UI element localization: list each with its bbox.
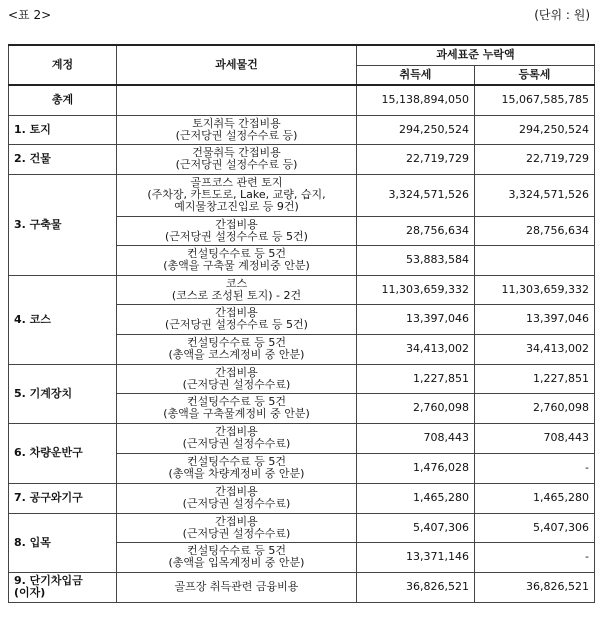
table-row-machine-1: [9, 364, 595, 393]
vehicle-acq-2: 1,476,028: [357, 453, 475, 483]
building-item: 건물취득 간접비용 (근저당권 설정수수료 등): [117, 144, 357, 174]
loan-acq: 36,826,521: [357, 572, 475, 602]
total-label: 총계: [9, 85, 117, 115]
total-item: [117, 85, 357, 115]
structure-label: 3. 구축물: [9, 174, 117, 275]
trees-label: 8. 입목: [9, 513, 117, 572]
machine-item-2: 컨설팅수수료 등 5건 (총액을 구축물계정비 중 안분): [117, 393, 357, 423]
machine-acq-1: 1,227,851: [357, 364, 475, 393]
total-acq: 15,138,894,050: [357, 85, 475, 115]
loan-item: 골프장 취득관련 금융비용: [117, 572, 357, 602]
structure-acq-2: 28,756,634: [357, 216, 475, 245]
table-number: <표 2>: [8, 8, 52, 22]
trees-reg-1: 5,407,306: [475, 513, 595, 542]
trees-item-1: 간접비용 (근저당권 설정수수료): [117, 513, 357, 542]
land-label: 1. 토지: [9, 115, 117, 144]
course-item-3: 컨설팅수수료 등 5건 (총액을 코스계정비 중 안분): [117, 334, 357, 364]
land-reg: 294,250,524: [475, 115, 595, 144]
course-acq-1: 11,303,659,332: [357, 275, 475, 304]
vehicle-acq-1: 708,443: [357, 423, 475, 453]
header-acq: 취득세: [357, 65, 475, 85]
structure-item-2: 간접비용 (근저당권 설정수수료 등 5건): [117, 216, 357, 245]
machine-reg-1: 1,227,851: [475, 364, 595, 393]
building-reg: 22,719,729: [475, 144, 595, 174]
course-acq-3: 34,413,002: [357, 334, 475, 364]
vehicle-reg-1: 708,443: [475, 423, 595, 453]
header-item: 과세물건: [117, 45, 357, 85]
vehicle-item-2: 컨설팅수수료 등 5건 (총액을 차량계정비 중 안분): [117, 453, 357, 483]
structure-item-1: 골프코스 관련 토지 (주차장, 카트도로, Lake, 교량, 습지, 예지물창고진입로 등 9건): [117, 174, 357, 216]
structure-reg-1: 3,324,571,526: [475, 174, 595, 216]
structure-reg-2: 28,756,634: [475, 216, 595, 245]
machine-item-1: 간접비용 (근저당권 설정수수료): [117, 364, 357, 393]
header-row: [9, 45, 595, 65]
structure-acq-1: 3,324,571,526: [357, 174, 475, 216]
course-item-1: 코스 (코스로 조성된 토지) - 2건: [117, 275, 357, 304]
course-label: 4. 코스: [9, 275, 117, 364]
structure-acq-3: 53,883,584: [357, 245, 475, 275]
trees-item-2: 컨설팅수수료 등 5건 (총액을 입목계정비 중 안분): [117, 542, 357, 572]
course-reg-2: 13,397,046: [475, 304, 595, 334]
header-reg: 등록세: [475, 65, 595, 85]
table-row-vehicle-1: [9, 423, 595, 453]
table-row-structure-1: [9, 174, 595, 216]
header-group: 과세표준 누락액: [357, 45, 595, 65]
trees-acq-1: 5,407,306: [357, 513, 475, 542]
building-label: 2. 건물: [9, 144, 117, 174]
course-item-2: 간접비용 (근저당권 설정수수료 등 5건): [117, 304, 357, 334]
table-row-building: [9, 144, 595, 174]
table-row-land: [9, 115, 595, 144]
table-caption-bar: [8, 6, 590, 24]
machine-acq-2: 2,760,098: [357, 393, 475, 423]
tax-base-table: [8, 44, 595, 603]
trees-acq-2: 13,371,146: [357, 542, 475, 572]
tools-label: 7. 공구와기구: [9, 483, 117, 513]
machine-label: 5. 기계장치: [9, 364, 117, 423]
structure-item-3: 컨설팅수수료 등 5건 (총액을 구축물 계정비중 안분): [117, 245, 357, 275]
vehicle-label: 6. 차량운반구: [9, 423, 117, 483]
tools-item: 간접비용 (근저당권 설정수수료): [117, 483, 357, 513]
tools-reg: 1,465,280: [475, 483, 595, 513]
structure-reg-3: [475, 245, 595, 275]
header-account: 계정: [9, 45, 117, 85]
land-acq: 294,250,524: [357, 115, 475, 144]
table-row-trees-1: [9, 513, 595, 542]
table-row-loan: [9, 572, 595, 602]
total-reg: 15,067,585,785: [475, 85, 595, 115]
course-reg-3: 34,413,002: [475, 334, 595, 364]
unit-label: (단위 : 원): [534, 8, 590, 22]
table-row-course-1: [9, 275, 595, 304]
vehicle-item-1: 간접비용 (근저당권 설정수수료): [117, 423, 357, 453]
vehicle-reg-2: -: [475, 453, 595, 483]
land-item: 토지취득 간접비용 (근저당권 설정수수료 등): [117, 115, 357, 144]
table-row-total: [9, 85, 595, 115]
tools-acq: 1,465,280: [357, 483, 475, 513]
loan-reg: 36,826,521: [475, 572, 595, 602]
table-row-tools: [9, 483, 595, 513]
trees-reg-2: -: [475, 542, 595, 572]
building-acq: 22,719,729: [357, 144, 475, 174]
course-reg-1: 11,303,659,332: [475, 275, 595, 304]
machine-reg-2: 2,760,098: [475, 393, 595, 423]
course-acq-2: 13,397,046: [357, 304, 475, 334]
loan-label: 9. 단기차입금 (이자): [9, 572, 117, 602]
